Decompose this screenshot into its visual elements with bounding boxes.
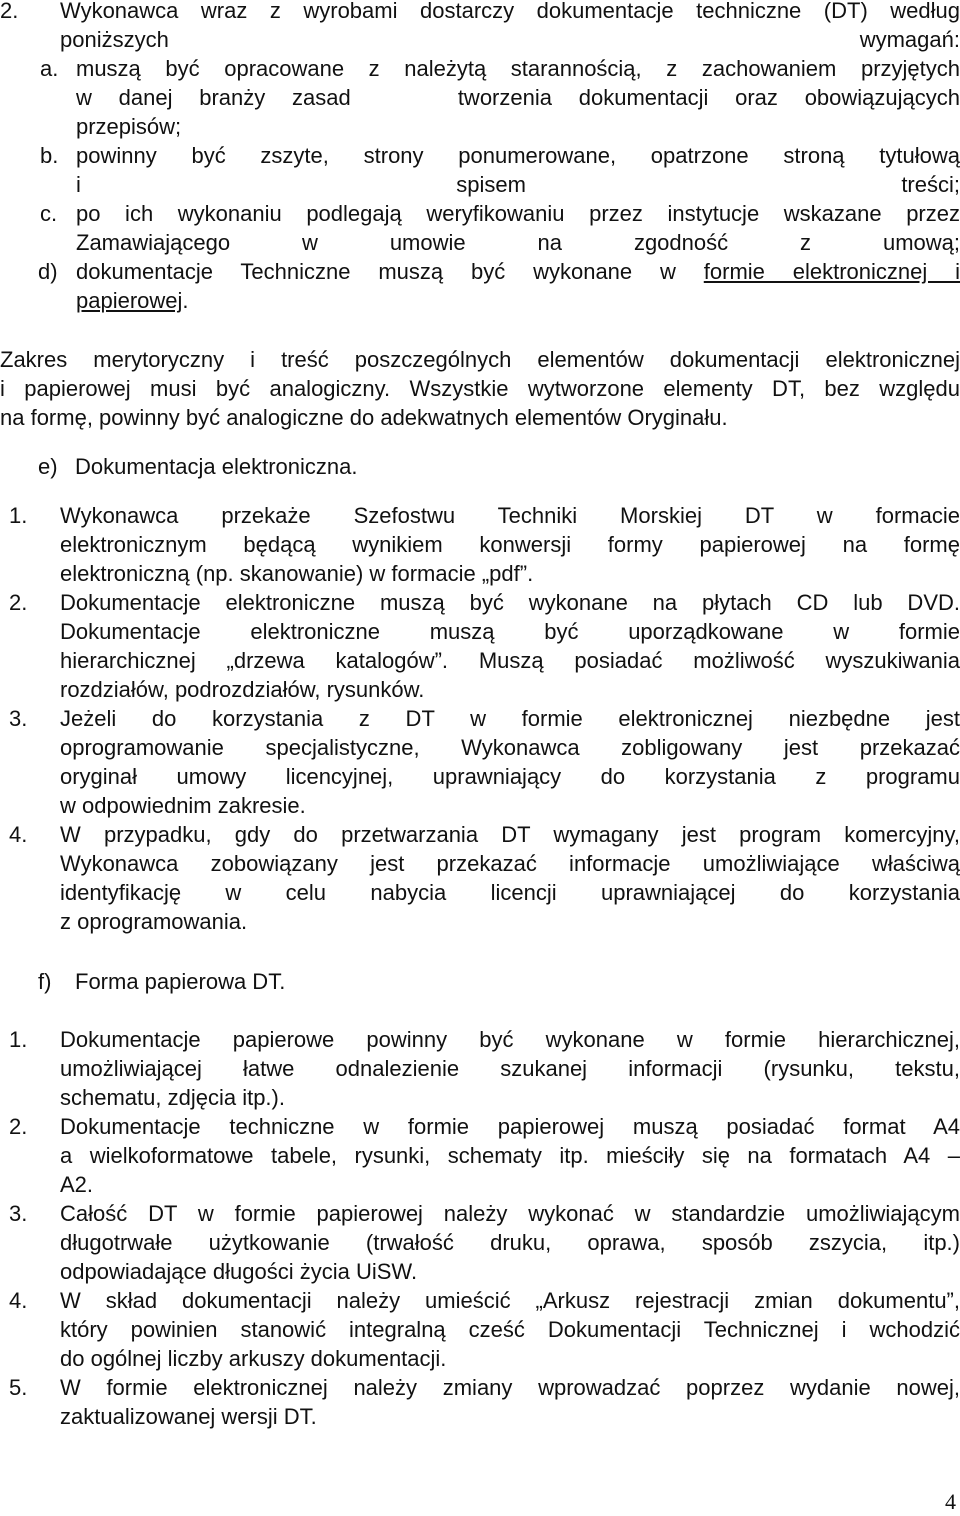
section-label: f) bbox=[38, 969, 52, 994]
list-item-text: Dokumentacje elektroniczne muszą być wykonane na płytach CD lub DVD. bbox=[60, 590, 960, 615]
sub-item-text: muszą być opracowane z należytą starannością, z zachowaniem przyjętych bbox=[76, 56, 960, 81]
list-item-text: W skład dokumentacji należy umieścić „Arkusz rejestracji zmian dokumentu”, bbox=[60, 1288, 960, 1313]
list-item-text: W formie elektronicznej należy zmiany wprowadzać poprzez wydanie nowej, bbox=[60, 1375, 960, 1400]
sub-item-text: w danej branży zasad tworzenia dokumentacji oraz obowiązujących bbox=[76, 85, 960, 110]
list-item-number: 2. bbox=[9, 590, 28, 615]
list-item-text: w odpowiednim zakresie. bbox=[60, 793, 306, 818]
paragraph-text: Zakres merytoryczny i treść poszczególnych elementów dokumentacji elektronicznej bbox=[0, 347, 960, 372]
section-title: Forma papierowa DT. bbox=[75, 969, 286, 994]
sub-item-label: a. bbox=[40, 56, 59, 81]
sub-item-label: c. bbox=[40, 201, 58, 226]
list-item-text: a wielkoformatowe tabele, rysunki, schematy itp. mieściły się na formatach A4 – bbox=[60, 1143, 960, 1168]
list-item-text: Całość DT w formie papierowej należy wykonać w standardzie umożliwiającym bbox=[60, 1201, 960, 1226]
list-item-text: Wykonawca zobowiązany jest przekazać informacje umożliwiające właściwą bbox=[60, 851, 960, 876]
sub-item-text: Zamawiającego w umowie na zgodność z umową; bbox=[76, 230, 960, 255]
list-item-number: 4. bbox=[9, 822, 28, 847]
list-item-text: odpowiadające długości życia UiSW. bbox=[60, 1259, 418, 1284]
list-item-text: do ogólnej liczby arkuszy dokumentacji. bbox=[60, 1346, 447, 1371]
sub-item-label: b. bbox=[40, 143, 59, 168]
paragraph-text: i papierowej musi być analogiczny. Wszystkie wytworzone elementy DT, bez względu bbox=[0, 376, 960, 401]
list-item-text: Dokumentacje elektroniczne muszą być uporządkowane w formie bbox=[60, 619, 960, 644]
item-text: poniższych wymagań: bbox=[60, 27, 960, 52]
list-item-text: zaktualizowanej wersji DT. bbox=[60, 1404, 317, 1429]
underlined-text: papierowej bbox=[76, 288, 183, 313]
list-item-text: elektronicznym będącą wynikiem konwersji formy papierowej na formę bbox=[60, 532, 960, 557]
item-number: 2. bbox=[0, 0, 19, 23]
sub-item-text: powinny być zszyte, strony ponumerowane, opatrzone stroną tytułową bbox=[76, 143, 960, 168]
section-label: e) bbox=[38, 454, 58, 479]
sub-item-label: d) bbox=[38, 259, 58, 284]
list-item-text: rozdziałów, podrozdziałów, rysunków. bbox=[60, 677, 425, 702]
list-item-text: długotrwałe użytkowanie (trwałość druku, oprawa, sposób zszycia, itp.) bbox=[60, 1230, 960, 1255]
section-title: Dokumentacja elektroniczna. bbox=[75, 454, 358, 479]
page-number: 4 bbox=[945, 1489, 956, 1514]
list-item-text: schematu, zdjęcia itp.). bbox=[60, 1085, 285, 1110]
list-item-text: Dokumentacje papierowe powinny być wykonane w formie hierarchicznej, bbox=[60, 1027, 960, 1052]
paragraph-text: na formę, powinny być analogiczne do adekwatnych elementów Oryginału. bbox=[0, 405, 728, 430]
list-item-text: Jeżeli do korzystania z DT w formie elektronicznej niezbędne jest bbox=[60, 706, 960, 731]
sub-item-text bbox=[76, 286, 960, 315]
item-text: Wykonawca wraz z wyrobami dostarczy dokumentacje techniczne (DT) według bbox=[60, 0, 960, 23]
list-item-text: Dokumentacje techniczne w formie papierowej muszą posiadać format A4 bbox=[60, 1114, 960, 1139]
list-item-text: oryginał umowy licencyjnej, uprawniający do korzystania z programu bbox=[60, 764, 960, 789]
list-item-number: 5. bbox=[9, 1375, 28, 1400]
list-item-text: Wykonawca przekaże Szefostwu Techniki Morskiej DT w formacie bbox=[60, 503, 960, 528]
sub-item-text bbox=[76, 257, 960, 286]
sub-item-text-plain: . bbox=[182, 288, 189, 313]
list-item-text: z oprogramowania. bbox=[60, 909, 248, 934]
list-item-text: W przypadku, gdy do przetwarzania DT wymagany jest program komercyjny, bbox=[60, 822, 960, 847]
list-item-number: 2. bbox=[9, 1114, 28, 1139]
list-item-number: 3. bbox=[9, 1201, 28, 1226]
list-item-number: 4. bbox=[9, 1288, 28, 1313]
list-item-text: umożliwiającej łatwe odnalezienie szukanej informacji (rysunku, tekstu, bbox=[60, 1056, 960, 1081]
list-item-text: który powinien stanowić integralną cześć Dokumentacji Technicznej i wchodzić bbox=[60, 1317, 960, 1342]
sub-item-text: i spisem treści; bbox=[76, 172, 960, 197]
list-item-number: 1. bbox=[9, 503, 28, 528]
list-item-text: oprogramowanie specjalistyczne, Wykonawca zobligowany jest przekazać bbox=[60, 735, 960, 760]
list-item-text: A2. bbox=[60, 1172, 94, 1197]
sub-item-text: przepisów; bbox=[76, 114, 182, 139]
list-item-text: hierarchicznej „drzewa katalogów”. Muszą posiadać możliwość wyszukiwania bbox=[60, 648, 960, 673]
list-item-number: 3. bbox=[9, 706, 28, 731]
list-item-text: identyfikację w celu nabycia licencji uprawniającej do korzystania bbox=[60, 880, 960, 905]
sub-item-text-plain: dokumentacje Techniczne muszą być wykonane w bbox=[76, 259, 704, 284]
underlined-text: formie elektronicznej i bbox=[703, 259, 960, 284]
list-item-text: elektroniczną (np. skanowanie) w formacie „pdf”. bbox=[60, 561, 534, 586]
list-item-number: 1. bbox=[9, 1027, 28, 1052]
sub-item-text: po ich wykonaniu podlegają weryfikowaniu przez instytucje wskazane przez bbox=[76, 201, 960, 226]
